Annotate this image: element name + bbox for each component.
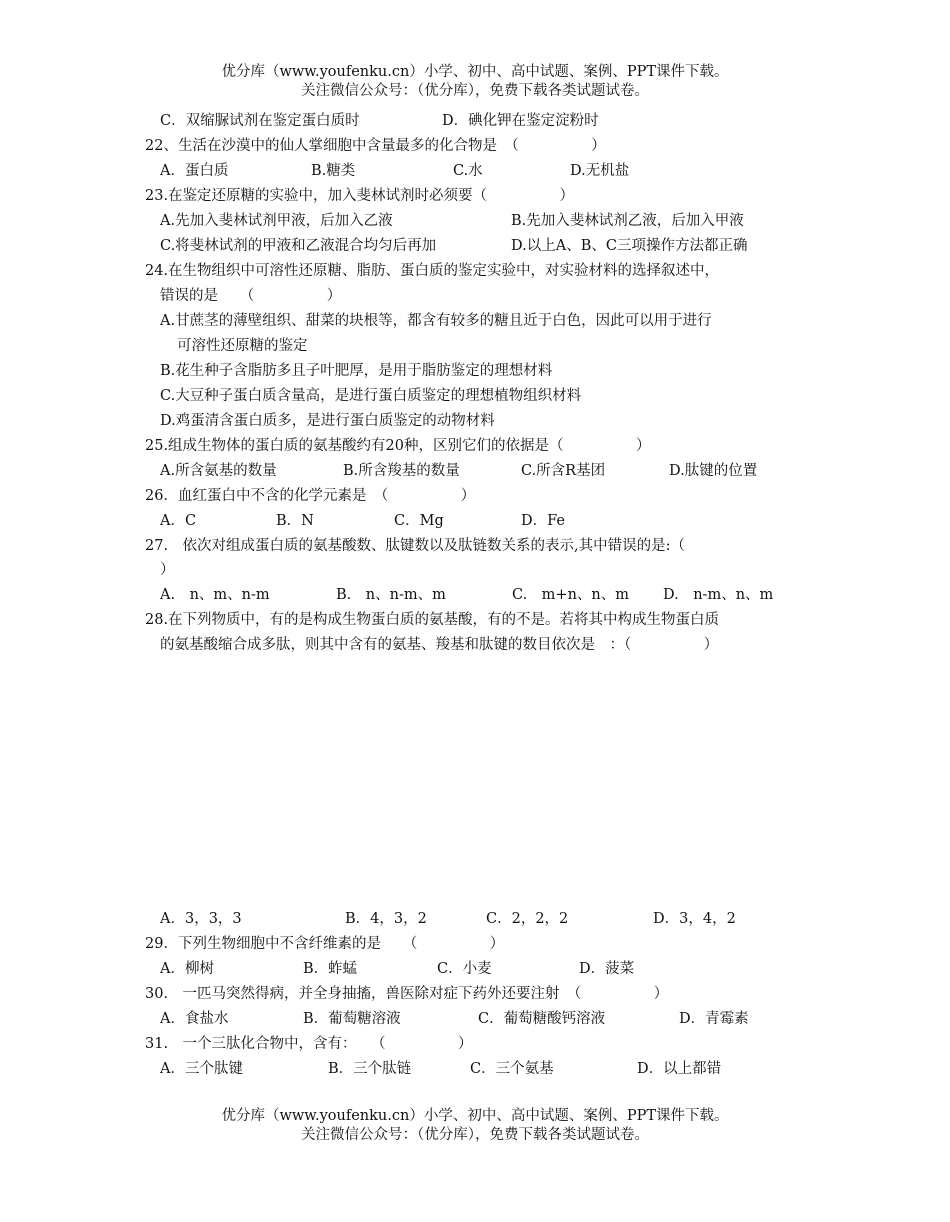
q23-option-c: C.将斐林试剂的甲液和乙液混合均匀后再加 <box>160 238 437 254</box>
header-line-2: 关注微信公众号：（优分库），免费下载各类试题试卷。 <box>301 83 649 99</box>
q27-option-d: D. n-m、n、m <box>663 587 774 603</box>
q22-option-d: D.无机盐 <box>570 163 630 179</box>
q31-option-d: D．以上都错 <box>637 1061 722 1077</box>
q28-option-c: C．2，2，2 <box>486 911 569 927</box>
q25-stem: 25.组成生物体的蛋白质的氨基酸约有20种，区别它们的依据是（ ） <box>145 438 651 454</box>
q28-option-b: B．4，3，2 <box>345 911 427 927</box>
q24-stem-line-2: 错误的是 （ ） <box>160 288 342 304</box>
q22-stem: 22、生活在沙漠中的仙人掌细胞中含量最多的化合物是 （ ） <box>145 138 606 154</box>
q23-option-a: A.先加入斐林试剂甲液，后加入乙液 <box>160 213 393 229</box>
q29-option-d: D．菠菜 <box>579 961 635 977</box>
q23-stem: 23.在鉴定还原糖的实验中，加入斐林试剂时必须要（ ） <box>145 188 575 204</box>
footer-line-2: 关注微信公众号：（优分库），免费下载各类试题试卷。 <box>301 1127 649 1143</box>
q22-option-a: A．蛋白质 <box>160 163 229 179</box>
q24-option-c: C.大豆种子蛋白质含量高，是进行蛋白质鉴定的理想植物组织材料 <box>160 388 582 404</box>
q29-option-c: C．小麦 <box>437 961 492 977</box>
q24-stem-line-1: 24.在生物组织中可溶性还原糖、脂肪、蛋白质的鉴定实验中，对实验材料的选择叙述中， <box>145 263 720 279</box>
q31-option-c: C．三个氨基 <box>470 1061 554 1077</box>
q25-option-c: C.所含R基团 <box>521 463 606 479</box>
q31-option-a: A．三个肽键 <box>160 1061 243 1077</box>
footer-line-1: 优分库（www.youfenku.cn）小学、初中、高中试题、案例、PPT课件下载。 <box>221 1108 729 1124</box>
page-footer <box>0 1107 950 1145</box>
q30-option-a: A．食盐水 <box>160 1011 229 1027</box>
q30-option-d: D．青霉素 <box>679 1011 749 1027</box>
q27-option-a: A. n、m、n-m <box>160 587 270 603</box>
q24-option-a-line-2: 可溶性还原糖的鉴定 <box>177 338 308 354</box>
q26-option-d: D．Fe <box>521 513 565 529</box>
q24-option-b: B.花生种子含脂肪多且子叶肥厚，是用于脂肪鉴定的理想材料 <box>160 363 553 379</box>
q23-option-d: D.以上A、B、C三项操作方法都正确 <box>511 238 748 254</box>
q27-option-b: B. n、n-m、m <box>336 587 446 603</box>
q29-stem: 29．下列生物细胞中不含纤维素的是 （ ） <box>145 936 505 952</box>
q30-option-c: C．葡萄糖酸钙溶液 <box>478 1011 606 1027</box>
q31-option-b: B．三个肽链 <box>328 1061 412 1077</box>
q24-option-a-line-1: A.甘蔗茎的薄壁组织、甜菜的块根等，都含有较多的糖且近于白色，因此可以用于进行 <box>160 313 712 329</box>
q29-option-a: A．柳树 <box>160 961 214 977</box>
q26-option-b: B．N <box>276 513 314 529</box>
q28-stem-line-1: 28.在下列物质中，有的是构成生物蛋白质的氨基酸，有的不是。若将其中构成生物蛋白质 <box>145 612 720 628</box>
q25-option-a: A.所含氨基的数量 <box>160 463 277 479</box>
q27-stem-line-1: 27. 依次对组成蛋白质的氨基酸数、肽键数以及肽链数关系的表示,其中错误的是:（ <box>145 538 686 554</box>
q26-option-a: A．C <box>160 513 197 529</box>
q31-stem: 31. 一个三肽化合物中，含有： （ ） <box>145 1036 473 1052</box>
q28-stem-line-2: 的氨基酸缩合成多肽，则其中含有的氨基、羧基和肽键的数目依次是 ：（ ） <box>160 637 719 653</box>
q28-option-a: A．3，3，3 <box>160 911 242 927</box>
q30-option-b: B．葡萄糖溶液 <box>303 1011 401 1027</box>
q30-stem: 30. 一匹马突然得病，并全身抽搐，兽医除对症下药外还要注射 （ ） <box>145 986 669 1002</box>
q26-option-c: C．Mg <box>394 513 444 529</box>
q22-option-c: C.水 <box>453 163 483 179</box>
q22-option-b: B.糖类 <box>311 163 356 179</box>
page-header <box>0 63 950 101</box>
q26-stem: 26．血红蛋白中不含的化学元素是 （ ） <box>145 488 476 504</box>
header-line-1: 优分库（www.youfenku.cn）小学、初中、高中试题、案例、PPT课件下载。 <box>221 64 729 80</box>
q27-stem-line-2: ） <box>160 562 175 578</box>
q24-option-d: D.鸡蛋清含蛋白质多，是进行蛋白质鉴定的动物材料 <box>160 413 495 429</box>
q21-option-c: C．双缩脲试剂在鉴定蛋白质时 <box>160 113 360 129</box>
q28-option-d: D．3，4，2 <box>653 911 736 927</box>
q27-option-c: C. m+n、n、m <box>512 587 630 603</box>
q29-option-b: B．蚱蜢 <box>303 961 358 977</box>
q25-option-d: D.肽键的位置 <box>669 463 758 479</box>
q23-option-b: B.先加入斐林试剂乙液，后加入甲液 <box>511 213 744 229</box>
q21-option-d: D．碘化钾在鉴定淀粉时 <box>442 113 599 129</box>
q25-option-b: B.所含羧基的数量 <box>343 463 460 479</box>
